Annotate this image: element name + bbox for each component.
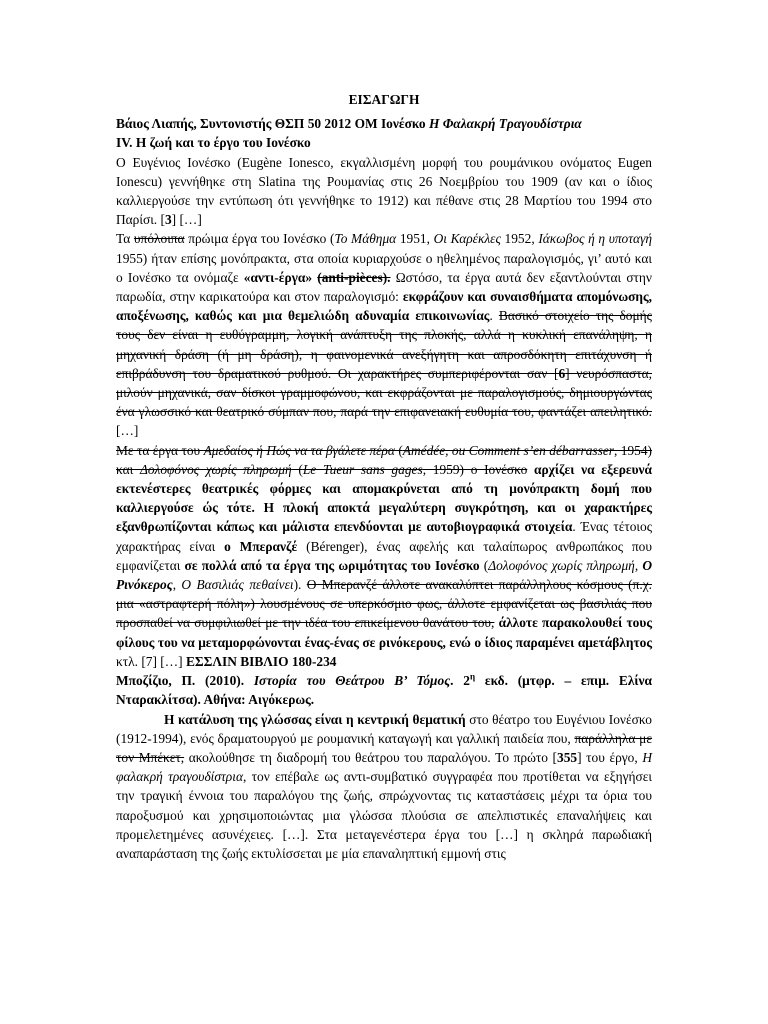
text-run: ( [479, 557, 489, 573]
struck-text: Ο Μπερανζέ άλλοτε ανακαλύπτει παράλληλους κόσμους (π.χ. μια «αστραφτερή πόλη») λουσμένους σε υπερκόσμιο φως, άλλοτε εμφανίζεται ως βασιλιάς που προσπαθεί να συμφιλιωθεί με την ιδέα του επικείμενου θανάτου του, [116, 577, 652, 631]
paragraph-text: Ο Ευγένιος Ιονέσκο (Eugène Ionesco, εκγαλλισμένη μορφή του ρουμάνικου ονόματος Eugen Ionescu) γεννήθηκε στη Slatina της Ρουμανίας στις 26 Νοεμβρίου του 1909 (αν και ο ίδιος καλλιεργούσε την εντύπωση ότι γεννήθηκε το 1912) και πέθανε στις 28 Μαρτίου του 1994 στο Παρίσι. [ [116, 154, 652, 228]
text-run: Τα [116, 231, 134, 247]
bold-text: «αντι-έργα» [243, 269, 313, 285]
page-reference: 3 [164, 212, 172, 228]
text-run: πρώιμα έργα του Ιονέσκο ( [184, 231, 335, 247]
text-run: . [489, 308, 499, 324]
bold-text: εκφράζουν και συναισθήματα απομόνωσης, αποξένωσης, καθώς και μια θεμελιώδη αδυναμία επικοινωνίας [116, 289, 652, 324]
struck-text: υπόλοιπα [133, 231, 185, 247]
document-title: ΕΙΣΑΓΩΓΗ [348, 92, 420, 107]
work-title: Δολοφόνος χωρίς πληρωμή [488, 557, 635, 573]
struck-text: ] νευρόσπαστα, μιλούν μηχανικά, σαν δίσκοι γραμμοφώνου, και εκφράζονται με παραλογισμούς, δημιουργώντας ένα γλωσσικό και θεατρικό σύμπαν που, παρά την επιφανειακή ευθυμία του, φαντάζει απειλητικό. [116, 365, 652, 420]
paragraph-text: ] […] [171, 212, 202, 228]
text-run: , [634, 557, 643, 573]
bold-text: σε πολλά από τα έργα της ωριμότητας του Ιονέσκο [184, 557, 480, 573]
citation-author: Μποζίζιο, Π. (2010). [116, 673, 254, 689]
text-run: Ωστόσο, τα έργα αυτά δεν εξαντλούνται στην παρωδία, στην καρικατούρα και στον παραλογισμό: [116, 269, 652, 305]
bold-text: αρχίζει να εξερευνά εκτενέστερες θεατρικές φόρμες και απομακρύνεται από τη μονόπρακτη δομή που καλλιεργούσε ώς τότε. Η πλοκή αποκτά μεγαλύτερη συγκρότηση, και οι χαρακτήρες εξανθρωπίζονται κάπως και μάλιστα επενδύονται με αυτοβιογραφικά στοιχεία [116, 461, 652, 535]
citation-book-title: Ιστορία του Θεάτρου Β’ Τόμος [253, 673, 451, 689]
paragraph-later-works [116, 441, 652, 671]
struck-text: Βασικό στοιχείο της δομής τους δεν είναι η ευθύγραμμη, λογική ανάπτυξη της πλοκής, αλλά η κυκλική επανάληψη, η μηχανική δράση (ή μη δράση), η φαινομενικά ανεξήγητη και απροσδόκητη επιτάχυνση ή επιβράδυνση του δραματικού ρυθμού. Οι χαρακτήρες συμπεριφέρονται σαν [ [116, 308, 652, 381]
bold-text: άλλοτε παρακολουθεί τους φίλους του να μεταμορφώνονται ένας-ένας σε ρινόκερους, ενώ ο ίδιος παραμένει αμετάβλητος [116, 615, 652, 650]
bold-text: Η κατάλυση της γλώσσας είναι η κεντρική θεματική [164, 711, 466, 727]
text-run: ] του έργο, [577, 749, 643, 765]
bold-text: ΕΣΣΛΙΝ ΒΙΒΛΙΟ 180-234 [185, 653, 337, 669]
work-title: Δολοφόνος χωρίς πληρωμή [139, 461, 292, 477]
paragraph-biography [116, 153, 652, 230]
text-run: ( [291, 461, 303, 477]
citation-superscript: η [469, 671, 476, 682]
text-run: Με τα έργα του [116, 442, 204, 458]
work-title: Το Μάθημα [334, 231, 397, 247]
text-run: […] [116, 423, 139, 439]
source-author-line: Βάιος Λιαπής, Συντονιστής ΘΣΠ 50 2012 ΟΜ Ιονέσκο [116, 116, 426, 132]
work-title: Ο Βασιλιάς πεθαίνει [181, 577, 294, 593]
work-title: Le Tueur sans gages [302, 461, 423, 477]
work-title: Ιάκωβος ή η υποταγή [538, 231, 652, 247]
text-run: κτλ. [7] […] [116, 653, 186, 669]
text-run: , [172, 577, 182, 593]
work-title: Αμεδαίος ή Πώς να τα βγάλετε πέρα [203, 442, 395, 458]
text-run: στο θέατρο του Ευγένιου Ιονέσκο (1912-1994), ενός δραματουργού με ρουμανική καταγωγή και γαλλική παιδεία που, [116, 711, 652, 746]
text-run: 1951, [396, 231, 434, 247]
text-run: , 1959) ο Ιονέσκο [422, 461, 528, 477]
text-run: (Bérenger), ένας αφελής και ταλαίπωρος ανθρωπάκος που εμφανίζεται [116, 538, 652, 573]
citation-text: εκδ. (μτφρ. – επιμ. Ελίνα Νταρακλίτσα). Αθήνα: Αιγόκερως. [116, 673, 653, 708]
paragraph-early-works [116, 229, 652, 440]
struck-text: παράλληλα με τον Μπέκετ, [116, 730, 652, 765]
book-citation [116, 671, 652, 709]
source-header [116, 114, 652, 133]
text-run: ( [394, 442, 403, 458]
text-run: 1955) ήταν επίσης μονόπρακτα, στα οποία κυριαρχούσε ο ηθελημένος παραλογισμός, γι’ αυτό και ο Ιονέσκο τα ονόμαζε [116, 250, 652, 285]
page-reference: 355 [557, 749, 578, 765]
bold-text: ο Μπερανζέ [224, 538, 298, 554]
struck-bold-text: (anti-pièces). [317, 269, 391, 285]
paragraph-language [116, 710, 652, 864]
work-title: Amédée, ou Comment s’en débarrasser [402, 442, 614, 458]
citation-text: . 2 [450, 673, 470, 689]
text-run: , τον επέβαλε ως αντι-συμβατικό συγγραφέα που προτίθεται να εξηγήσει την τραγική έννοια του παραλόγου της ζωής, σπρώχνοντας τις καταστάσεις μέχρι τα όρια του παροξυσμού και χρησιμοποιώντας μια γλώσσα πλούσια σε απελπιστικές επαναλήψεις και προμελετημένες ασυνέχειες. […]. Στα μεταγενέστερα έργα του […] η σκληρά παρωδιακή αναπαράσταση της ζωής εκτυλίσσεται με μία επαναληπτική εμμονή στις [116, 769, 653, 861]
text-run: ). [293, 577, 307, 593]
text-run: 1952, [500, 231, 539, 247]
work-title: Η φαλακρή τραγουδίστρια [116, 749, 652, 785]
work-title: Ο Ρινόκερος [116, 557, 652, 593]
text-run: , 1954) και [116, 442, 652, 477]
source-work-title: Η Φαλακρή Τραγουδίστρια [428, 116, 582, 132]
section-heading: IV. Η ζωή και το έργο του Ιονέσκο [116, 135, 311, 151]
work-title: Οι Καρέκλες [433, 231, 501, 247]
document-page [116, 90, 652, 863]
text-run: ακολούθησε τη διαδρομή του θεάτρου του παραλόγου. Το πρώτο [ [184, 749, 558, 765]
page-reference: 6 [558, 365, 566, 381]
text-run: . Ένας τέτοιος χαρακτήρας είναι [116, 519, 653, 554]
